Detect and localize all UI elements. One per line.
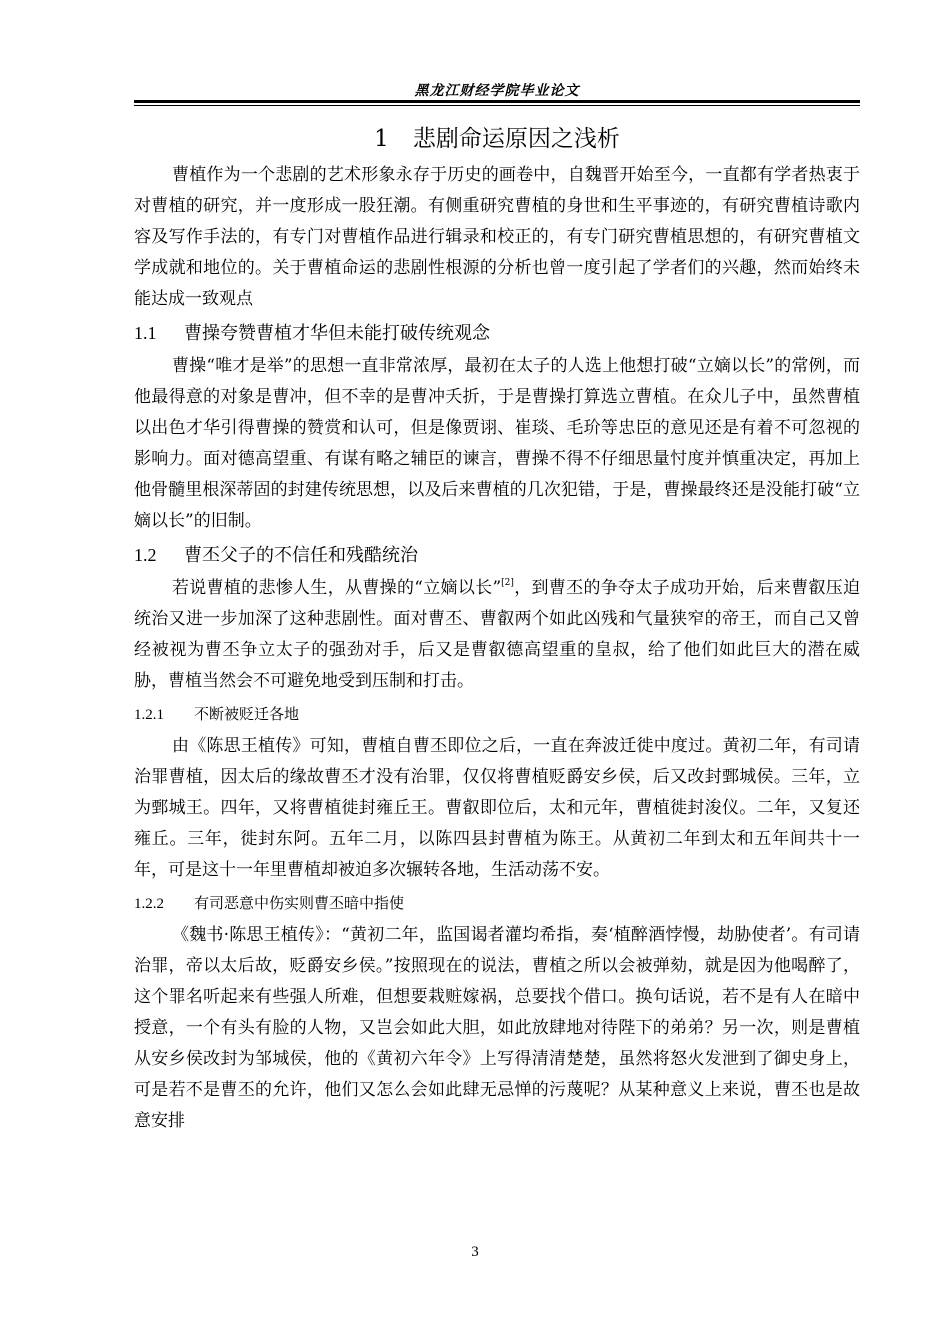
citation-reference: [2] [501,578,514,588]
section-number: 1.1 [134,323,157,343]
section-heading-1-2 [134,537,860,573]
page-number: 3 [471,1244,479,1260]
subsection-number: 1.2.2 [134,896,164,912]
paragraph-text: 若说曹植的悲惨人生，从曹操的“立嫡以长” [172,578,502,598]
paragraph-text: ，到曹丕的争夺太子成功开始，后来曹叡压迫统治又进一步加深了这种悲剧性。面对曹丕、曹叡两个如此凶残和气量狭窄的帝王，而自己又曾经被视为曹丕争立太子的强劲对手，后又是曹叡德高望重的皇叔，给了他们如此巨大的潜在威胁，曹植当然会不可避免地受到压制和打击。 [134,578,861,691]
subsection-title: 不断被贬迁各地 [194,705,300,723]
chapter-heading [134,118,860,160]
subsection-heading-1-2-1 [134,697,860,731]
intro-paragraph: 曹植作为一个悲剧的艺术形象永存于历史的画卷中，自魏晋开始至今，一直都有学者热衷于对曹植的研究，并一度形成一股狂潮。有侧重研究曹植的身世和生平事迹的，有研究曹植诗歌内容及写作手法的，有专门对曹植作品进行辑录和校正的，有专门研究曹植思想的，有研究曹植文学成就和地位的。关于曹植命运的悲剧性根源的分析也曾一度引起了学者们的兴趣，然而始终未能达成一致观点 [134,165,860,309]
section-title: 曹操夸赞曹植才华但未能打破传统观念 [184,323,490,344]
section-1-2-paragraph [134,573,860,697]
subsection-heading-1-2-2 [134,886,860,920]
header-rule-thick [134,100,860,103]
section-1-2-2-paragraph: 《魏书·陈思王植传》：“黄初二年，监国谒者灌均希指，奏‘植醉酒悖慢，劫胁使者’。有司请治罪，帝以太后故，贬爵安乡侯。”按照现在的说法，曹植之所以会被弹劾，就是因为他喝醉了，这个罪名听起来有些强人所难，但想要栽赃嫁祸，总要找个借口。换句话说，若不是有人在暗中授意，一个有头有脸的人物，又岂会如此大胆，如此放肆地对待陛下的弟弟？另一次，则是曹植从安乡侯改封为邹城侯，他的《黄初六年令》上写得清清楚楚，虽然将怒火发泄到了御史身上，可是若不是曹丕的允许，他们又怎么会如此肆无忌惮的污蔑呢？从某种意义上来说，曹丕也是故意安排 [134,925,860,1131]
header-rule-thin [134,105,860,106]
running-header: 黑龙江财经学院毕业论文 [414,83,580,99]
subsection-number: 1.2.1 [134,707,164,723]
section-number: 1.2 [134,545,157,565]
chapter-number: 1 [374,126,389,152]
section-1-2-1-paragraph: 由《陈思王植传》可知，曹植自曹丕即位之后，一直在奔波迁徙中度过。黄初二年，有司请治罪曹植，因太后的缘故曹丕才没有治罪，仅仅将曹植贬爵安乡侯，后又改封鄄城侯。三年，立为鄄城王。四年，又将曹植徙封雍丘王。曹叡即位后，太和元年，曹植徙封浚仪。二年，又复还雍丘。三年，徙封东阿。五年二月，以陈四县封曹植为陈王。从黄初二年到太和五年间共十一年，可是这十一年里曹植却被迫多次辗转各地，生活动荡不安。 [134,736,860,880]
section-heading-1-1 [134,315,860,351]
subsection-title: 有司恶意中伤实则曹丕暗中指使 [194,894,405,912]
section-1-1-paragraph: 曹操“唯才是举”的思想一直非常浓厚，最初在太子的人选上他想打破“立嫡以长”的常例，而他最得意的对象是曹冲，但不幸的是曹冲夭折，于是曹操打算选立曹植。在众儿子中，虽然曹植以出色才华引得曹操的赞赏和认可，但是像贾诩、崔琰、毛玠等忠臣的意见还是有着不可忽视的影响力。面对德高望重、有谋有略之辅臣的谏言，曹操不得不仔细思量忖度并慎重决定，再加上他骨髓里根深蒂固的封建传统思想，以及后来曹植的几次犯错，于是，曹操最终还是没能打破“立嫡以长”的旧制。 [134,356,860,531]
chapter-title: 悲剧命运原因之浅析 [412,126,620,152]
page-content [134,118,860,1137]
section-title: 曹丕父子的不信任和残酷统治 [184,545,418,566]
